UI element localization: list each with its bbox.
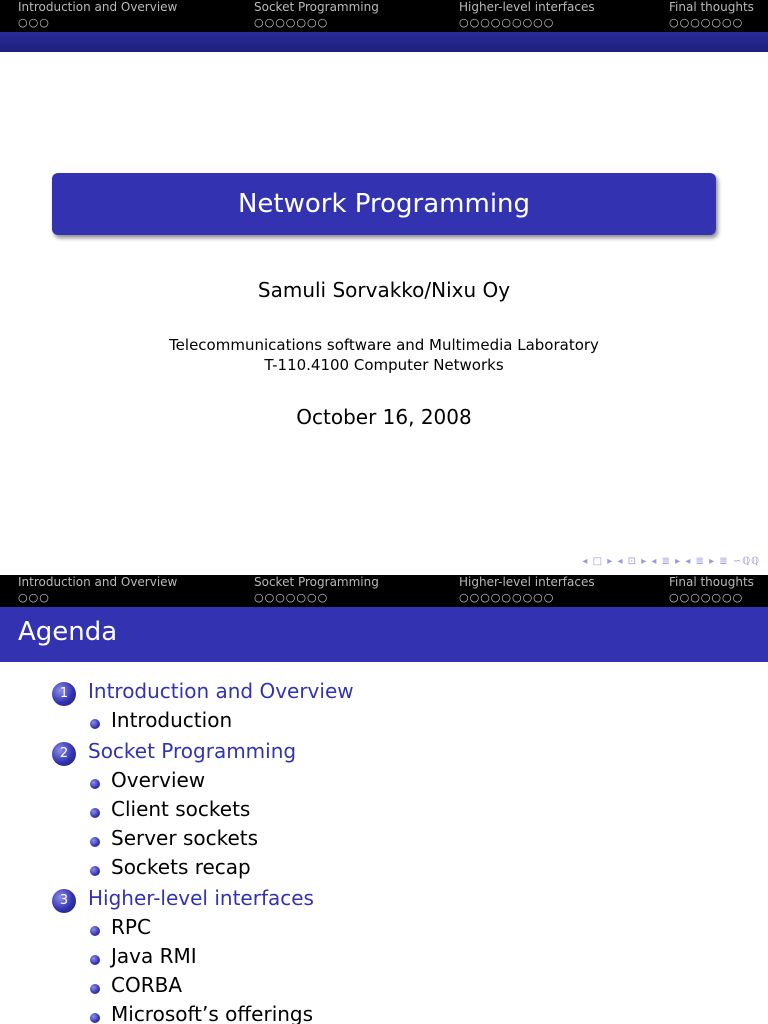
agenda-subitem[interactable] [0,796,768,825]
nav-section-label: Final thoughts [669,0,754,14]
agenda-subitem[interactable] [0,707,768,736]
agenda-subitem-label[interactable]: CORBA [111,973,183,997]
nav-section-sockets[interactable] [254,0,379,30]
agenda-section-label[interactable]: Socket Programming [88,739,297,763]
nav-section-higher-level[interactable] [459,0,595,30]
nav-section-final[interactable] [669,575,754,605]
nav-section-label: Introduction and Overview [18,0,178,14]
bullet-icon [90,1013,100,1023]
title-box [52,173,716,235]
nav-progress-dots[interactable]: ○○○○○○○ [254,16,329,29]
agenda-section[interactable] [0,738,768,767]
nav-section-label: Socket Programming [254,575,379,589]
nav-progress-dots[interactable]: ○○○○○○○ [669,16,744,29]
section-navbar [0,0,768,32]
nav-progress-dots[interactable]: ○○○○○○○ [669,591,744,604]
nav-section-sockets[interactable] [254,575,379,605]
nav-section-final[interactable] [669,0,754,30]
bullet-icon [90,926,100,936]
nav-progress-dots[interactable]: ○○○○○○○○○ [459,591,555,604]
bullet-icon [90,779,100,789]
header-strip [0,32,768,52]
agenda-subitem-label[interactable]: Java RMI [111,944,197,968]
section-number-ball: 1 [52,682,76,706]
agenda-slide [0,575,768,1024]
bullet-icon [90,866,100,876]
nav-section-label: Higher-level interfaces [459,0,595,14]
nav-progress-dots[interactable]: ○○○○○○○ [254,591,329,604]
institute-line: Telecommunications software and Multimedia Laboratory [169,336,599,354]
course-line: T-110.4100 Computer Networks [264,356,504,374]
nav-progress-dots[interactable]: ○○○ [18,591,50,604]
nav-section-label: Introduction and Overview [18,575,178,589]
nav-progress-dots[interactable]: ○○○○○○○○○ [459,16,555,29]
agenda-section-label[interactable]: Higher-level interfaces [88,886,314,910]
nav-section-intro[interactable] [18,575,177,605]
nav-progress-dots[interactable]: ○○○ [18,16,50,29]
presentation-title: Network Programming [237,189,531,219]
institute [0,335,768,375]
frame-title: Agenda [18,617,118,647]
nav-section-label: Socket Programming [254,0,379,14]
nav-section-label: Higher-level interfaces [459,575,595,589]
bullet-icon [90,719,100,729]
agenda-subitem[interactable] [0,972,768,1001]
agenda-list [0,678,768,1024]
agenda-section-label[interactable]: Introduction and Overview [88,679,354,703]
agenda-subitem-label[interactable]: Overview [111,768,206,792]
nav-section-higher-level[interactable] [459,575,595,605]
bullet-icon [90,955,100,965]
agenda-subitem[interactable] [0,914,768,943]
agenda-subitem[interactable] [0,943,768,972]
section-navbar [0,575,768,607]
nav-section-intro[interactable] [18,0,177,30]
agenda-subitem-label[interactable]: Microsoft’s offerings [111,1002,314,1024]
author: Samuli Sorvakko/Nixu Oy [257,278,511,302]
agenda-subitem[interactable] [0,767,768,796]
bullet-icon [90,984,100,994]
agenda-subitem-label[interactable]: Server sockets [111,826,259,850]
nav-section-label: Final thoughts [669,575,754,589]
agenda-section[interactable] [0,885,768,914]
agenda-subitem[interactable] [0,854,768,883]
agenda-subitem-label[interactable]: Sockets recap [111,855,251,879]
agenda-subitem[interactable] [0,825,768,854]
agenda-subitem-label[interactable]: Client sockets [111,797,251,821]
beamer-navigation-symbols[interactable]: ◂ □ ▸ ◂ ⊡ ▸ ◂ ≣ ▸ ◂ ≣ ▸ ≣ ∽ℚℚ [582,556,760,567]
presentation-date: October 16, 2008 [296,405,472,429]
section-number-ball: 2 [52,742,76,766]
agenda-subitem[interactable] [0,1001,768,1024]
frame-title-bar [0,607,768,662]
agenda-subitem-label[interactable]: Introduction [111,708,233,732]
bullet-icon [90,808,100,818]
section-number-ball: 3 [52,889,76,913]
agenda-section[interactable] [0,678,768,707]
bullet-icon [90,837,100,847]
agenda-subitem-label[interactable]: RPC [111,915,151,939]
